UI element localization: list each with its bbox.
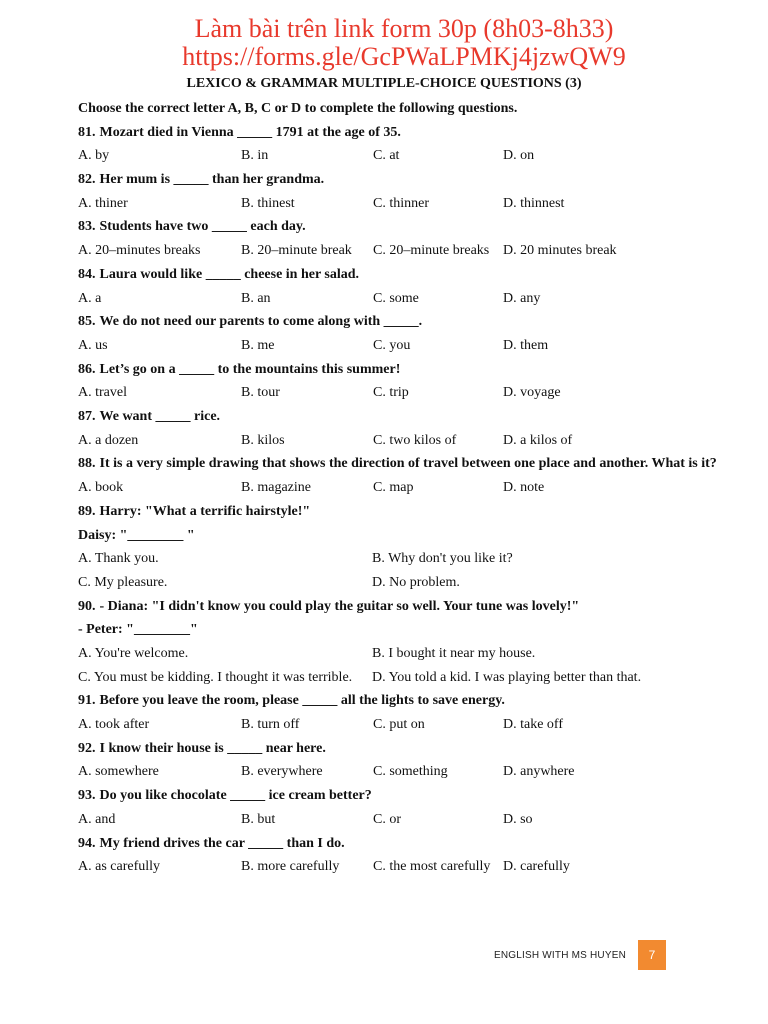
option-d: D. note <box>503 480 545 496</box>
question-number: 88. <box>78 456 96 472</box>
question-text: I know their house is _____ near here. <box>99 740 326 756</box>
option-a: A. Thank you. <box>78 551 159 567</box>
question-90 <box>78 595 718 619</box>
options-90-row2 <box>78 666 718 690</box>
option-d: D. No problem. <box>372 574 460 590</box>
option-b: B. 20–minute break <box>241 243 352 259</box>
question-88 <box>78 452 718 476</box>
option-c: C. at <box>373 148 400 164</box>
option-a: A. and <box>78 811 116 827</box>
question-number: 83. <box>78 219 96 235</box>
question-90-reply-line: - Peter: "________" <box>78 622 198 638</box>
option-a: A. a <box>78 290 102 306</box>
option-d: D. thinnest <box>503 195 565 211</box>
question-81 <box>78 121 718 145</box>
options-82 <box>78 192 718 216</box>
question-text: Let’s go on a _____ to the mountains this summer! <box>99 361 401 377</box>
options-94 <box>78 855 718 879</box>
options-84 <box>78 287 718 311</box>
question-89-reply-line: Daisy: "________ " <box>78 527 195 543</box>
question-text: Laura would like _____ cheese in her salad. <box>99 266 360 282</box>
option-a: A. You're welcome. <box>78 646 189 662</box>
options-92 <box>78 760 718 784</box>
question-92 <box>78 737 718 761</box>
question-87 <box>78 405 718 429</box>
option-c: C. or <box>373 811 401 827</box>
question-93 <box>78 784 718 808</box>
question-list <box>78 97 718 879</box>
option-a: A. travel <box>78 385 127 401</box>
option-b: B. more carefully <box>241 859 340 875</box>
option-c: C. thinner <box>373 195 429 211</box>
option-a: A. by <box>78 148 110 164</box>
option-b: B. thinest <box>241 195 295 211</box>
options-88 <box>78 476 718 500</box>
option-d: D. any <box>503 290 541 306</box>
option-c: C. some <box>373 290 419 306</box>
options-86 <box>78 381 718 405</box>
question-text: - Diana: "I didn't know you could play the guitar so well. Your tune was lovely!" <box>99 598 580 614</box>
question-text: My friend drives the car _____ than I do. <box>99 835 345 851</box>
options-90-row1 <box>78 642 718 666</box>
question-number: 89. <box>78 503 96 519</box>
option-c: C. something <box>373 764 448 780</box>
options-89-row1 <box>78 547 718 571</box>
option-c: C. map <box>373 480 414 496</box>
option-c: C. two kilos of <box>373 432 457 448</box>
question-text: Before you leave the room, please _____ all the lights to save energy. <box>99 693 505 709</box>
question-text: Harry: "What a terrific hairstyle!" <box>99 503 311 519</box>
option-d: D. a kilos of <box>503 432 573 448</box>
option-d: D. carefully <box>503 859 570 875</box>
option-c: C. You must be kidding. I thought it was terrible. <box>78 669 353 685</box>
question-number: 93. <box>78 788 96 804</box>
page-number-badge: 7 <box>638 940 666 970</box>
option-c: C. My pleasure. <box>78 574 168 590</box>
option-d: D. so <box>503 811 533 827</box>
option-c: C. put on <box>373 717 425 733</box>
question-number: 91. <box>78 693 96 709</box>
option-a: A. a dozen <box>78 432 139 448</box>
question-number: 90. <box>78 598 96 614</box>
question-number: 86. <box>78 361 96 377</box>
option-a: A. took after <box>78 717 150 733</box>
option-b: B. everywhere <box>241 764 323 780</box>
question-number: 85. <box>78 314 96 330</box>
question-text: We want _____ rice. <box>99 409 221 425</box>
option-a: A. us <box>78 337 108 353</box>
question-89 <box>78 500 718 524</box>
form-link[interactable]: https://forms.gle/GcPWaLPMKj4jzwQW9 <box>182 42 626 71</box>
option-b: B. me <box>241 337 275 353</box>
options-83 <box>78 239 718 263</box>
option-b: B. tour <box>241 385 280 401</box>
question-text: Students have two _____ each day. <box>99 219 306 235</box>
option-d: D. take off <box>503 717 563 733</box>
question-text: We do not need our parents to come along with _____. <box>99 314 423 330</box>
option-a: A. thiner <box>78 195 128 211</box>
question-83 <box>78 215 718 239</box>
option-c: C. 20–minute breaks <box>373 243 490 259</box>
option-b: B. Why don't you like it? <box>372 551 513 567</box>
question-number: 84. <box>78 266 96 282</box>
question-text: Do you like chocolate _____ ice cream better? <box>99 788 372 804</box>
option-a: A. 20–minutes breaks <box>78 243 201 259</box>
option-a: A. book <box>78 480 124 496</box>
question-number: 81. <box>78 124 96 140</box>
option-b: B. but <box>241 811 276 827</box>
option-d: D. 20 minutes break <box>503 243 617 259</box>
option-b: B. I bought it near my house. <box>372 646 536 662</box>
option-c: C. trip <box>373 385 409 401</box>
option-d: D. voyage <box>503 385 561 401</box>
option-d: D. on <box>503 148 535 164</box>
question-text: Mozart died in Vienna _____ 1791 at the age of 35. <box>99 124 401 140</box>
option-d: D. anywhere <box>503 764 575 780</box>
question-86 <box>78 358 718 382</box>
question-84 <box>78 263 718 287</box>
question-94 <box>78 832 718 856</box>
option-b: B. magazine <box>241 480 311 496</box>
question-85 <box>78 310 718 334</box>
form-time-notice: Làm bài trên link form 30p (8h03-8h33) <box>194 14 614 43</box>
question-number: 92. <box>78 740 96 756</box>
question-number: 94. <box>78 835 96 851</box>
option-b: B. kilos <box>241 432 285 448</box>
page-footer <box>494 940 666 970</box>
instructions: Choose the correct letter A, B, C or D to complete the following questions. <box>78 101 518 116</box>
question-text: It is a very simple drawing that shows the direction of travel between one place and another. What is it? <box>99 456 717 472</box>
option-b: B. turn off <box>241 717 300 733</box>
option-d: D. You told a kid. I was playing better than that. <box>372 669 642 685</box>
options-87 <box>78 429 718 453</box>
question-number: 87. <box>78 409 96 425</box>
footer-text: ENGLISH WITH MS HUYEN <box>494 949 626 961</box>
question-91 <box>78 689 718 713</box>
question-text: Her mum is _____ than her grandma. <box>99 172 325 188</box>
option-b: B. an <box>241 290 271 306</box>
options-93 <box>78 808 718 832</box>
question-82 <box>78 168 718 192</box>
option-c: C. you <box>373 337 411 353</box>
question-number: 82. <box>78 172 96 188</box>
option-b: B. in <box>241 148 269 164</box>
options-81 <box>78 144 718 168</box>
options-85 <box>78 334 718 358</box>
option-c: C. the most carefully <box>373 859 491 875</box>
option-d: D. them <box>503 337 549 353</box>
option-a: A. somewhere <box>78 764 159 780</box>
option-a: A. as carefully <box>78 859 161 875</box>
page-title: LEXICO & GRAMMAR MULTIPLE-CHOICE QUESTIONS (3) <box>186 76 582 91</box>
options-89-row2 <box>78 571 718 595</box>
options-91 <box>78 713 718 737</box>
